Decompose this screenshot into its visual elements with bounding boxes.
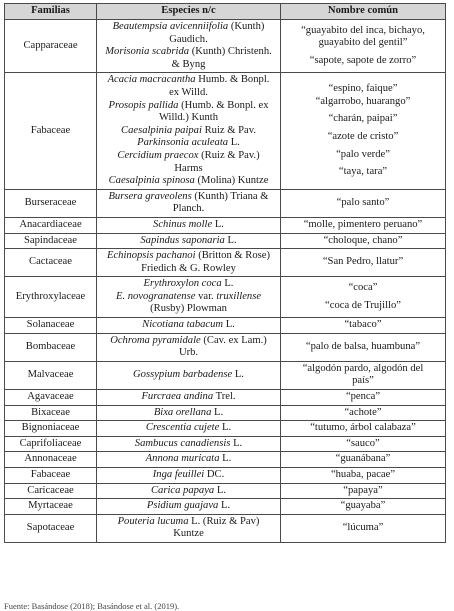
species-name-line: & Byng — [171, 58, 206, 70]
species-name-line: Inga feuillei DC. — [152, 469, 225, 480]
family-cell: Capparaceae — [5, 20, 97, 73]
table-row — [5, 452, 446, 468]
table-row — [5, 233, 446, 249]
common-name-line: “guanábana” — [335, 453, 391, 465]
species-cell — [97, 217, 281, 233]
common-name-cell — [281, 20, 446, 73]
common-name-line: “palo verde” — [336, 148, 390, 160]
species-name-line: Bixa orellana L. — [153, 406, 224, 418]
table-row — [5, 361, 446, 389]
common-name-line: “huaba, pacae” — [330, 469, 396, 480]
common-name-line: “algodón pardo, algodón del — [302, 362, 424, 374]
family-cell: Myrtaceae — [5, 499, 97, 515]
table-row — [5, 189, 446, 217]
species-name-line: Furcraea andina Trel. — [141, 391, 236, 403]
table-row — [5, 390, 446, 406]
species-name-line: Caesalpinia spinosa (Molina) Kuntze — [108, 175, 269, 187]
common-name-line: “espino, faique” — [328, 83, 398, 95]
table-row — [5, 333, 446, 361]
source-note: Fuente: Basándose (2018); Basándose et al. (2019). — [4, 601, 180, 611]
common-name-cell — [281, 233, 446, 249]
common-name-line: “achote” — [344, 406, 382, 418]
table-row — [5, 514, 446, 542]
species-cell — [97, 233, 281, 249]
species-name-line: Crescentia cujete L. — [145, 422, 232, 434]
table-row — [5, 468, 446, 484]
common-name-cell — [281, 361, 446, 389]
common-name-line: “palo de balsa, huambuna” — [305, 340, 421, 352]
family-cell: Fabaceae — [5, 468, 97, 484]
common-name-line: “taya, tara” — [338, 166, 388, 178]
common-name-line: país” — [352, 375, 374, 387]
common-name-line: “coca” — [348, 282, 378, 294]
species-name-line: Caesalpinia paipai Ruiz & Pav. — [121, 124, 256, 136]
common-name-line: “choloque, chano” — [323, 234, 403, 246]
common-name-line: “guayabito del inca, bichayo, — [301, 24, 425, 36]
table-row — [5, 421, 446, 437]
common-name-line: “penca” — [345, 391, 381, 403]
family-cell: Sapotaceae — [5, 514, 97, 542]
species-cell — [97, 361, 281, 389]
common-name-cell — [281, 421, 446, 437]
family-cell: Caprifoliaceae — [5, 436, 97, 452]
species-cell — [97, 249, 281, 277]
species-cell — [97, 483, 281, 499]
common-name-line: “tutumo, árbol calabaza” — [310, 422, 416, 434]
table-row — [5, 405, 446, 421]
family-cell: Bixaceae — [5, 405, 97, 421]
species-name-line: E. novogranatense var. truxillense — [115, 290, 262, 302]
table-row — [5, 73, 446, 189]
species-name-line: Cercidium praecox (Ruiz & Pav.) — [117, 149, 260, 161]
species-name-line: Planch. — [172, 203, 205, 215]
table-row — [5, 483, 446, 499]
species-name-line: Parkinsonia aculeata L. — [137, 137, 240, 149]
species-cell — [97, 468, 281, 484]
species-cell — [97, 499, 281, 515]
species-cell — [97, 333, 281, 361]
common-name-cell — [281, 333, 446, 361]
species-name-line: Ochroma pyramidale (Cav. ex Lam.) — [110, 334, 267, 346]
table-row — [5, 249, 446, 277]
species-name-line: Friedich & G. Rowley — [141, 262, 236, 274]
common-name-line: guayabito del gentil” — [318, 37, 408, 49]
species-name-line: Harms — [174, 162, 203, 174]
family-cell: Bombaceae — [5, 333, 97, 361]
header-row — [5, 4, 446, 20]
species-name-line: Morisonia scabrida (Kunth) Christenh. — [105, 46, 272, 58]
common-name-cell — [281, 189, 446, 217]
species-cell — [97, 73, 281, 189]
family-cell: Erythroxylaceae — [5, 277, 97, 318]
species-name-line: Annona muricata L. — [145, 453, 232, 465]
species-name-line: Kuntze — [173, 528, 204, 540]
family-cell: Annonaceae — [5, 452, 97, 468]
species-name-line: Echinopsis pachanoi (Britton & Rose) — [106, 250, 271, 262]
common-name-cell — [281, 452, 446, 468]
table-header — [5, 4, 446, 20]
family-cell: Bignoniaceae — [5, 421, 97, 437]
species-name-line: Psidium guajava L. — [146, 500, 231, 512]
species-name-line: Gaudich. — [169, 33, 208, 45]
family-cell: Anacardiaceae — [5, 217, 97, 233]
common-name-line: “palo santo” — [336, 197, 390, 209]
header-nombre-comun: Nombre común — [281, 4, 446, 20]
common-name-cell — [281, 318, 446, 334]
family-cell: Agavaceae — [5, 390, 97, 406]
family-cell: Burseraceae — [5, 189, 97, 217]
common-name-line: “tabaco” — [344, 319, 382, 331]
species-name-line: Sapindus saponaria L. — [140, 234, 237, 246]
common-name-line: “San Pedro, llatur” — [322, 256, 404, 268]
family-cell: Sapindaceae — [5, 233, 97, 249]
species-cell — [97, 421, 281, 437]
table-row — [5, 499, 446, 515]
species-name-line: Pouteria lucuma L. (Ruiz & Pav) — [117, 515, 260, 527]
common-name-cell — [281, 249, 446, 277]
common-name-line: “molle, pimentero peruano” — [303, 218, 423, 230]
table-row — [5, 20, 446, 73]
header-especies: Especies n/c — [97, 4, 281, 20]
header-familias: Familias — [5, 4, 97, 20]
table-row — [5, 217, 446, 233]
family-cell: Fabaceae — [5, 73, 97, 189]
common-name-line: “charán, paipai” — [328, 113, 398, 125]
species-cell — [97, 189, 281, 217]
common-name-line: “sapote, sapote de zorro” — [309, 54, 417, 66]
common-name-cell — [281, 468, 446, 484]
family-cell: Solanaceae — [5, 318, 97, 334]
common-name-line: “coca de Trujillo” — [325, 299, 401, 311]
common-name-cell — [281, 217, 446, 233]
species-name-line: Willd.) Kunth — [158, 112, 218, 124]
species-name-line: Beautempsia avicenniifolia (Kunth) — [112, 21, 265, 32]
common-name-cell — [281, 405, 446, 421]
family-cell: Caricaceae — [5, 483, 97, 499]
species-cell — [97, 20, 281, 73]
common-name-cell — [281, 390, 446, 406]
species-cell — [97, 405, 281, 421]
species-name-line: Prosopis pallida (Humb. & Bonpl. ex — [108, 99, 269, 111]
common-name-line: “azote de cristo” — [327, 131, 399, 143]
common-name-line: “sauco” — [346, 437, 380, 449]
table-row — [5, 318, 446, 334]
table-row — [5, 277, 446, 318]
species-name-line: ex Willd. — [169, 86, 208, 98]
species-cell — [97, 277, 281, 318]
common-name-line: “guayaba” — [340, 500, 386, 512]
species-name-line: (Rusby) Plowman — [150, 303, 227, 315]
family-cell: Malvaceae — [5, 361, 97, 389]
common-name-cell — [281, 499, 446, 515]
common-name-cell — [281, 483, 446, 499]
species-name-line: Nicotiana tabacum L. — [142, 319, 235, 331]
species-cell — [97, 452, 281, 468]
common-name-cell — [281, 73, 446, 189]
species-name-line: Gossypium barbadense L. — [133, 369, 244, 381]
species-cell — [97, 318, 281, 334]
table-body — [5, 20, 446, 543]
common-name-cell — [281, 277, 446, 318]
common-name-cell — [281, 436, 446, 452]
common-name-line: “papaya” — [343, 484, 383, 496]
common-name-line: “lúcuma” — [342, 522, 384, 534]
species-name-line: Urb. — [178, 347, 199, 359]
table-row — [5, 436, 446, 452]
species-name-line: Sambucus canadiensis L. — [134, 437, 243, 449]
species-name-line: Carica papaya L. — [150, 484, 227, 496]
species-cell — [97, 436, 281, 452]
common-name-line: “algarrobo, huarango” — [315, 95, 411, 107]
species-cell — [97, 390, 281, 406]
species-name-line: Schinus molle L. — [153, 218, 224, 230]
family-cell: Cactaceae — [5, 249, 97, 277]
species-cell — [97, 514, 281, 542]
common-name-cell — [281, 514, 446, 542]
species-table — [4, 3, 446, 543]
species-name-line: Acacia macracantha Humb. & Bonpl. — [107, 74, 270, 86]
species-name-line: Bursera graveolens (Kunth) Triana & — [108, 190, 269, 202]
species-name-line: Erythroxylon coca L. — [143, 278, 234, 290]
